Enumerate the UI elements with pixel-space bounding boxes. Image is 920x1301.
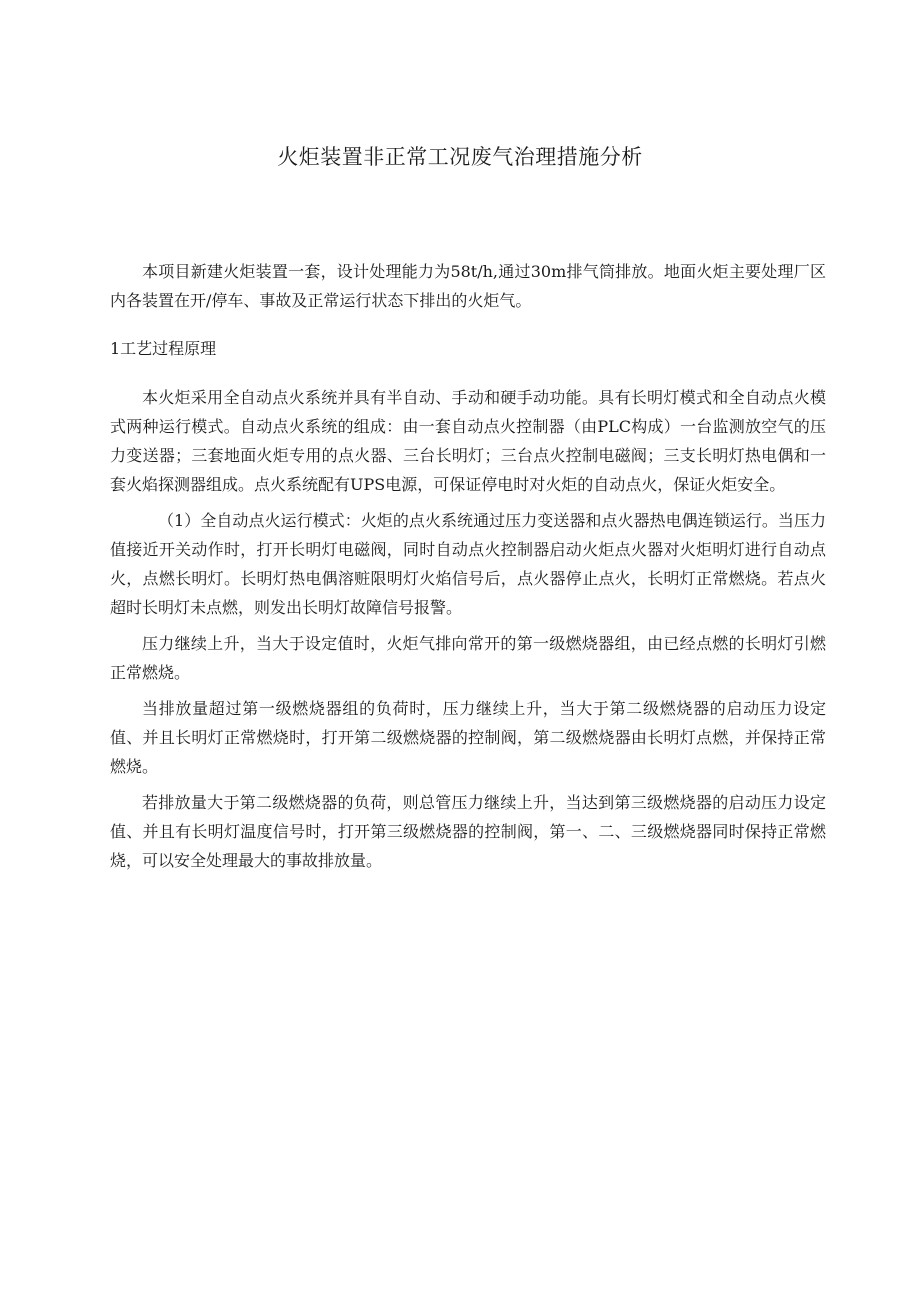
principle-paragraph: 本火炬采用全自动点火系统并具有半自动、手动和硬手动功能。具有长明灯模式和全自动点火模式两种运行模式。自动点火系统的组成：由一套自动点火控制器（由PLC构成）一台监测放空气的压力变送器；三套地面火炬专用的点火器、三台长明灯；三台点火控制电磁阀；三支长明灯热电偶和一套火焰探测器组成。点火系统配有UPS电源，可保证停电时对火炬的自动点火，保证火炬安全。 (110, 388, 826, 494)
document-body (110, 257, 826, 875)
first-stage-paragraph: 压力继续上升，当大于设定值时，火炬气排向常开的第一级燃烧器组，由已经点燃的长明灯引燃正常燃烧。 (110, 634, 826, 682)
section-heading: 1工艺过程原理 (110, 339, 217, 358)
document-title: 火炬装置非正常工况废气治理措施分析 (277, 145, 643, 169)
auto-ignition-paragraph: （1）全自动点火运行模式：火炬的点火系统通过压力变送器和点火器热电偶连锁运行。当压力值接近开关动作时，打开长明灯电磁阀，同时自动点火控制器启动火炬点火器对火炬明灯进行自动点火，点燃长明灯。长明灯热电偶溶赃限明灯火焰信号后，点火器停止点火，长明灯正常燃烧。若点火超时长明灯未点燃，则发出长明灯故障信号报警。 (110, 511, 826, 617)
third-stage-paragraph: 若排放量大于第二级燃烧器的负荷，则总管压力继续上升，当达到第三级燃烧器的启动压力设定值、并且有长明灯温度信号时，打开第三级燃烧器的控制阀，第一、二、三级燃烧器同时保持正常燃烧，可以安全处理最大的事故排放量。 (110, 793, 826, 870)
second-stage-paragraph: 当排放量超过第一级燃烧器组的负荷时，压力继续上升，当大于第二级燃烧器的启动压力设定值、并且长明灯正常燃烧时，打开第二级燃烧器的控制阀，第二级燃烧器由长明灯点燃，并保持正常燃烧。 (110, 699, 826, 776)
intro-paragraph: 本项目新建火炬装置一套，设计处理能力为58t/h,通过30m排气筒排放。地面火炬主要处理厂区内各装置在开/停车、事故及正常运行状态下排出的火炬气。 (110, 262, 826, 310)
